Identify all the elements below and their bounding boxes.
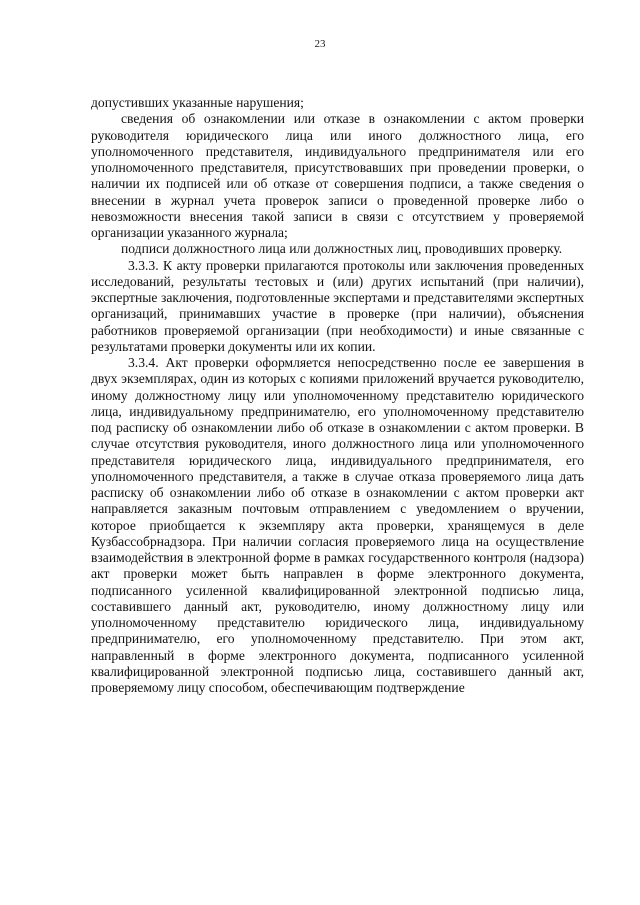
paragraph-3-3-4: 3.3.4. Акт проверки оформляется непосредственно после ее завершения в двух экземплярах, один из которых с копиями приложений вручается руководителю, иному должностному лицу или уполномоченному представителю юридического лица, индивидуальному предпринимателю, его уполномоченному представителю под расписку об ознакомлении либо об отказе в ознакомлении с актом проверки. В случае отсутствия руководителя, иного должностного лица или уполномоченного представителя юридического лица, индивидуального предпринимателя, его уполномоченного представителя, а также в случае отказа проверяемого лица дать расписку об ознакомлении либо об отказе в ознакомлении с актом проверки акт направляется заказным почтовым отправлением с уведомлением о вручении, которое приобщается к экземпляру акта проверки, хранящемуся в деле Кузбассобрнадзора. При наличии согласия проверяемого лица на осуществление взаимодействия в электронной форме в рамках государственного контроля (надзора) акт проверки может быть направлен в форме электронного документа, подписанного усиленной квалифицированной электронной подписью лица, составившего данный акт, руководителю, иному должностному лицу или уполномоченному представителю юридического лица, индивидуальному предпринимателю, его уполномоченному представителю. При этом акт, направленный в форме электронного документа, подписанного усиленной квалифицированной электронной подписью лица, составившего данный акт, проверяемому лицу способом, обеспечивающим подтверждение	[91, 355, 584, 695]
paragraph-continuation: допустивших указанные нарушения;	[91, 95, 304, 110]
paragraph-3-3-3: 3.3.3. К акту проверки прилагаются протоколы или заключения проведенных исследований, результаты тестовых и (или) других испытаний (при наличии), экспертные заключения, подготовленные экспертами и представителями экспертных организаций, принимавших участие в проверке (при наличии), объяснения работников проверяемой организации (при необходимости) и иные связанные с результатами проверки документы или их копии.	[91, 257, 584, 354]
body-text	[91, 95, 584, 696]
page-number: 23	[314, 38, 326, 50]
paragraph-acquaintance-info: сведения об ознакомлении или отказе в ознакомлении с актом проверки руководителя юридического лица или иного должностного лица, его уполномоченного представителя, индивидуального предпринимателя или его уполномоченного представителя, присутствовавших при проведении проверки, о наличии их подписей или об отказе от совершения подписи, а также сведения о внесении в журнал учета проверок записи о проведенной проверке либо о невозможности внесения такой записи в связи с отсутствием у проверяемой организации указанного журнала;	[91, 111, 584, 240]
paragraph-signatures: подписи должностного лица или должностных лиц, проводивших проверку.	[121, 241, 563, 257]
